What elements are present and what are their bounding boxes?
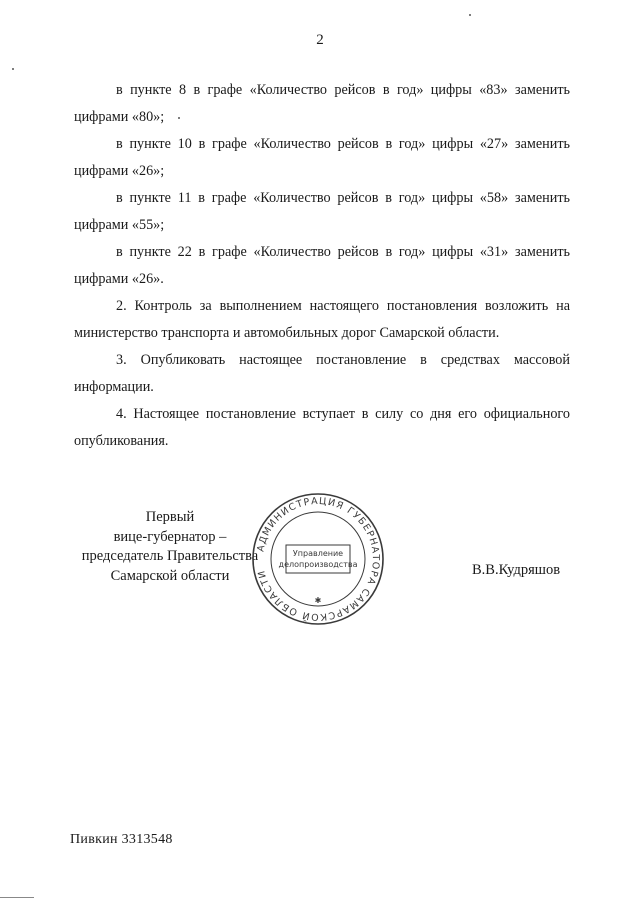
paragraph-effective: [74, 401, 570, 455]
official-seal: [250, 491, 386, 627]
paragraph-item-11: [74, 185, 570, 239]
paragraph-line: в пункте 10 в графе «Количество рейсов в год» цифры «27» заменить: [116, 136, 570, 152]
paragraph-item-22: [74, 239, 570, 293]
paragraph-line: 2. Контроль за выполнением настоящего постановления возложить на: [116, 298, 570, 314]
paragraph-line: 3. Опубликовать настоящее постановление в средствах массовой: [116, 352, 570, 368]
signatory-title: [70, 508, 270, 586]
signatory-name: В.В.Кудряшов: [472, 562, 561, 578]
signatory-title-line: Первый: [145, 509, 195, 525]
paragraph-publish: [74, 347, 570, 401]
paragraph-line: в пункте 22 в графе «Количество рейсов в год» цифры «31» заменить: [116, 244, 570, 260]
scan-speck: [12, 68, 14, 70]
paragraph-line: цифрами «55»;: [74, 217, 165, 233]
paragraph-line: министерство транспорта и автомобильных дорог Самарской области.: [74, 325, 500, 341]
scan-edge-line: [0, 897, 34, 898]
seal-center-line: Управление: [292, 549, 344, 558]
paragraph-item-8: [74, 77, 570, 131]
svg-text:✱: ✱: [314, 596, 322, 605]
signatory-title-line: председатель Правительства: [81, 548, 259, 564]
paragraph-line: в пункте 11 в графе «Количество рейсов в год» цифры «58» заменить: [116, 190, 570, 206]
scan-speck: [178, 117, 180, 119]
seal-center-line: делопроизводства: [278, 560, 358, 569]
executor-contact: Пивкин 3313548: [70, 832, 173, 847]
paragraph-control: [74, 293, 570, 347]
paragraph-line: информации.: [74, 379, 154, 395]
signatory-title-line: Самарской области: [110, 567, 230, 584]
seal-outer-text: АДМИНИСТРАЦИЯ ГУБЕРНАТОРА САМАРСКОЙ ОБЛАСТИ: [255, 495, 382, 623]
page-number: 2: [316, 32, 324, 48]
scan-speck: [469, 14, 471, 16]
paragraph-line: 4. Настоящее постановление вступает в силу со дня его официального: [116, 406, 570, 422]
paragraph-line: в пункте 8 в графе «Количество рейсов в год» цифры «83» заменить: [116, 82, 570, 98]
paragraph-line: цифрами «80»;: [74, 109, 165, 125]
signatory-title-line: вице-губернатор –: [113, 528, 227, 545]
paragraph-line: опубликования.: [74, 433, 169, 449]
paragraph-line: цифрами «26».: [74, 271, 164, 287]
paragraph-line: цифрами «26»;: [74, 163, 165, 179]
paragraph-item-10: [74, 131, 570, 185]
